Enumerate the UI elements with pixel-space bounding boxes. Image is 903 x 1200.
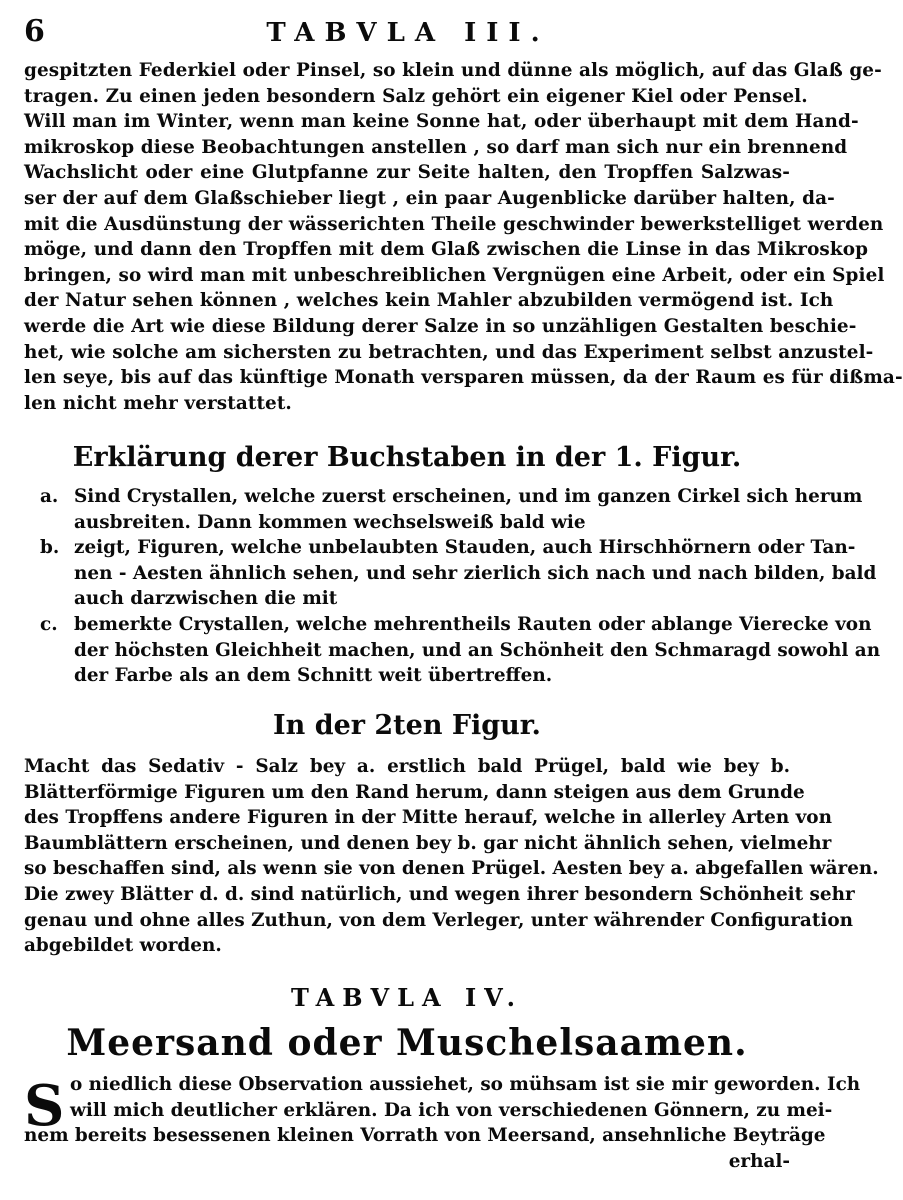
text-line: Blätterförmige Figuren um den Rand herum, dann steigen aus dem Grunde	[24, 781, 805, 803]
text-line: bemerkte Crystallen, welche mehrentheils Rauten oder ablange Vierecke von	[74, 613, 872, 635]
text-line: der höchsten Gleichheit machen, und an Schönheit den Schmaragd sowohl an	[74, 639, 881, 661]
text-line: gespitzten Federkiel oder Pinsel, so klein und dünne als möglich, auf das Glaß ge-	[24, 60, 882, 81]
text-line: o niedlich diese Observation aussiehet, so mühsam ist sie mir geworden. Ich	[70, 1074, 861, 1095]
list-item	[40, 535, 877, 612]
intro-paragraph	[24, 58, 903, 416]
text-line: len seye, bis auf das künftige Monath versparen müssen, da der Raum es für dißma-	[24, 367, 903, 389]
text-line: Die zwey Blätter d. d. sind natürlich, und wegen ihrer besondern Schönheit sehr	[24, 883, 855, 905]
text-line: des Tropffens andere Figuren in der Mitte herauf, welche in allerley Arten von	[24, 807, 832, 829]
text-line: der Natur sehen können , welches kein Mahler abzubilden vermögend ist. Ich	[24, 290, 834, 312]
text-line: het, wie solche am sichersten zu betrachten, und das Experiment selbst anzustel-	[24, 341, 874, 363]
text-line: der Farbe als an dem Schnitt weit übertreffen.	[74, 665, 553, 687]
explanation-heading: Erklärung derer Buchstaben in der 1. Figur.	[72, 442, 742, 473]
page-number: 6	[24, 14, 45, 49]
list-item	[40, 612, 881, 689]
text-line: nem bereits besessenen kleinen Vorrath von Meersand, ansehnliche Beyträge	[24, 1125, 826, 1147]
text-line: möge, und dann den Tropffen mit dem Glaß zwischen die Linse in das Mikroskop	[24, 239, 869, 261]
item-mark: c.	[40, 613, 58, 635]
item-mark: a.	[40, 486, 59, 507]
tabula-4-heading: TABVLA IV.	[291, 983, 523, 1012]
letter-explanations	[40, 484, 881, 689]
text-line: Baumblättern erscheinen, und denen bey b. gar nicht ähnlich sehen, vielmehr	[24, 832, 832, 854]
page-header	[24, 14, 792, 54]
running-title: TABVLA III.	[266, 18, 550, 48]
catchword: erhal-	[728, 1150, 790, 1172]
text-line: ausbreiten. Dann kommen wechselsweiß bald wie	[74, 511, 586, 533]
text-line: Will man im Winter, wenn man keine Sonne hat, oder überhaupt mit dem Hand-	[24, 111, 859, 133]
text-line: Sind Crystallen, welche zuerst erscheinen, und im ganzen Cirkel sich herum	[74, 486, 863, 507]
text-line: ser der auf dem Glaßschieber liegt , ein paar Augenblicke darüber halten, da-	[24, 187, 835, 209]
text-line: auch darzwischen die mit	[74, 588, 338, 610]
text-line: genau und ohne alles Zuthun, von dem Verleger, unter währender Configuration	[24, 909, 853, 931]
figure-2-heading: In der 2ten Figur.	[273, 710, 541, 741]
item-mark: b.	[40, 537, 60, 559]
section-title: Meersand oder Muschelsaamen.	[66, 1022, 748, 1064]
text-line: mit die Ausdünstung der wässerichten Theile geschwinder bewerkstelliget werden	[24, 213, 884, 235]
text-line: zeigt, Figuren, welche unbelaubten Stauden, auch Hirschhörnern oder Tan-	[74, 537, 856, 559]
text-line: len nicht mehr verstattet.	[24, 392, 292, 414]
text-line: so beschaffen sind, als wenn sie von denen Prügel. Aesten bey a. abgefallen wären.	[24, 858, 879, 880]
text-line: Wachslicht oder eine Glutpfanne zur Seite halten, den Tropffen Salzwas-	[24, 162, 790, 184]
drop-cap: S	[24, 1073, 65, 1139]
text-line: will mich deutlicher erklären. Da ich von verschiedenen Gönnern, zu mei-	[70, 1099, 833, 1121]
text-line: tragen. Zu einen jeden besondern Salz gehört ein eigener Kiel oder Pensel.	[24, 85, 808, 107]
list-item	[40, 484, 863, 535]
text-line: Macht das Sedativ - Salz bey a. erstlich bald Prügel, bald wie bey b.	[24, 756, 790, 777]
text-line: bringen, so wird man mit unbeschreiblichen Vergnügen eine Arbeit, oder ein Spiel	[24, 264, 885, 286]
text-line: abgebildet worden.	[24, 935, 222, 957]
figure-2-paragraph	[24, 754, 879, 959]
closing-paragraph	[24, 1072, 861, 1174]
text-line: nen - Aesten ähnlich sehen, und sehr zierlich sich nach und nach bilden, bald	[74, 562, 877, 584]
text-line: mikroskop diese Beobachtungen anstellen , so darf man sich nur ein brennend	[24, 136, 848, 158]
text-line: werde die Art wie diese Bildung derer Salze in so unzähligen Gestalten beschie-	[24, 315, 857, 337]
